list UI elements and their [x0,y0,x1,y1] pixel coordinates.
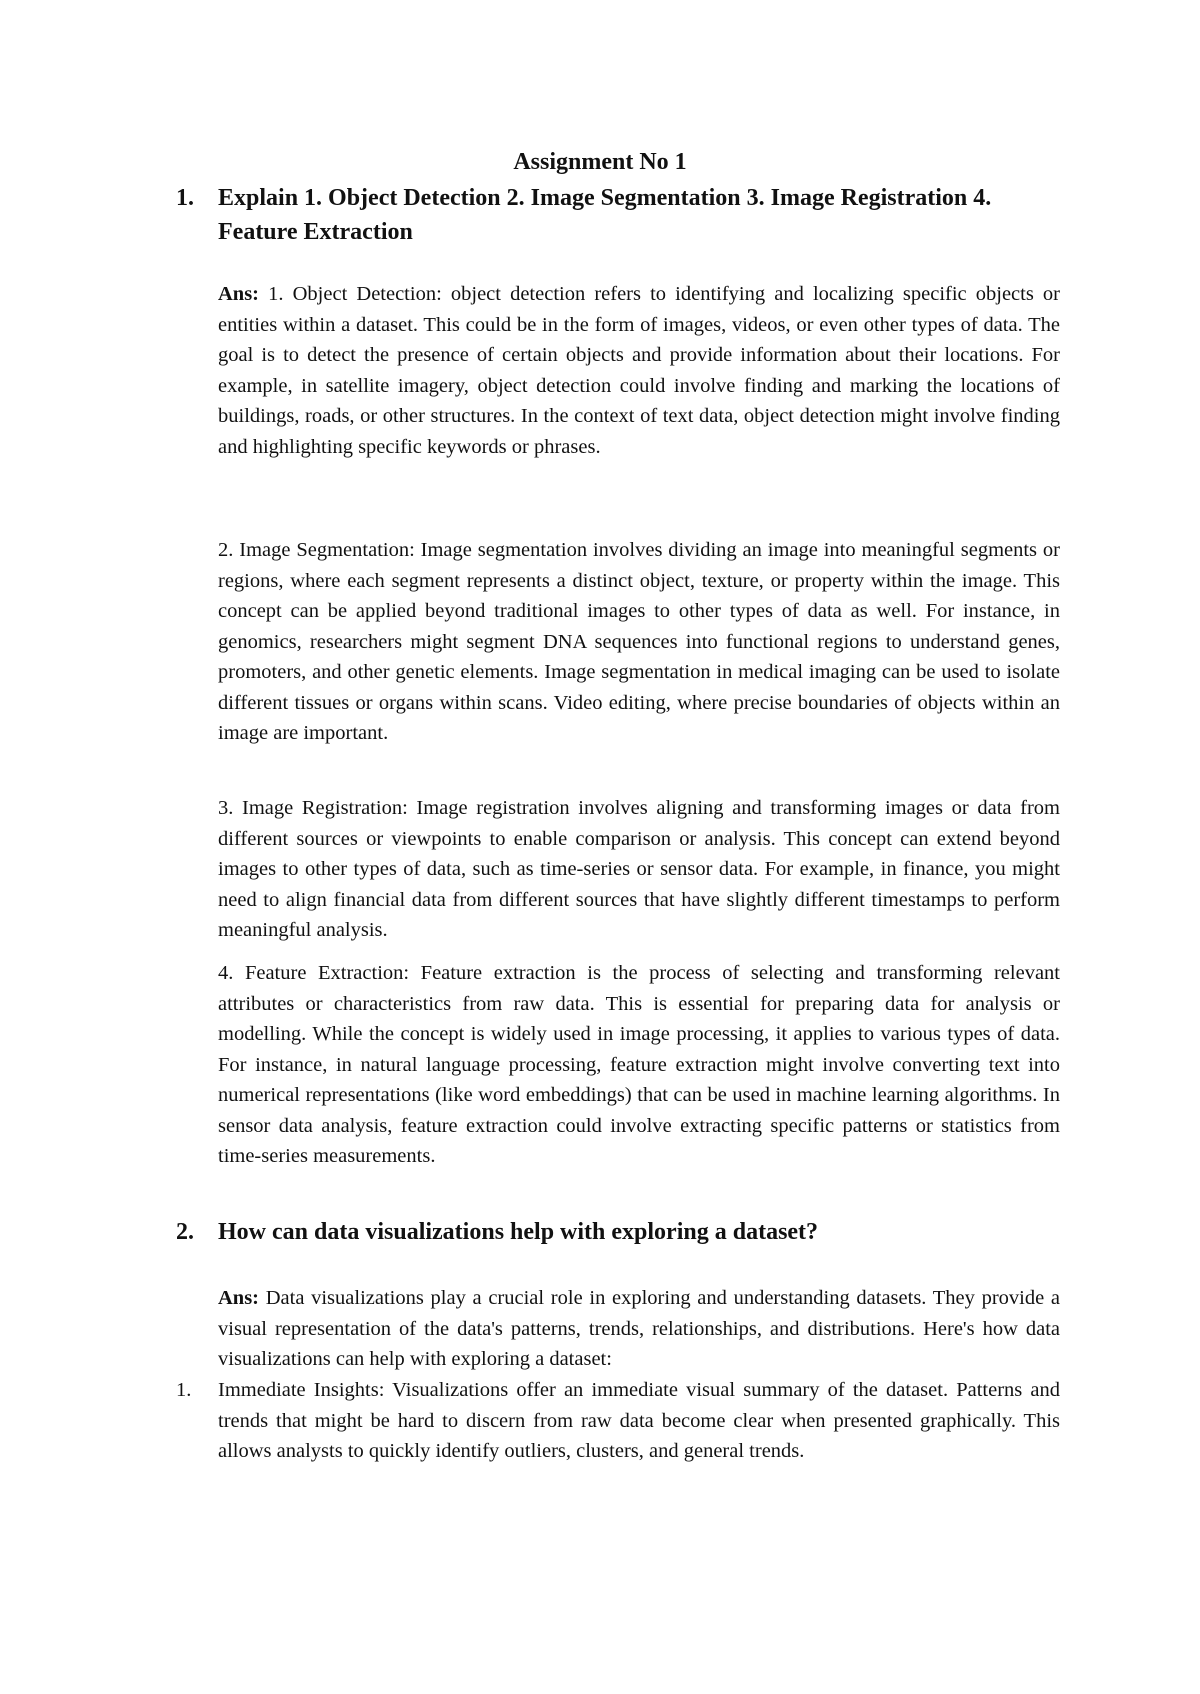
answer-1-paragraph-4: 4. Feature Extraction: Feature extraction is the process of selecting and transforming relevant attributes or characteristics from raw data. This is essential for preparing data for analysis or modelling. While the concept is widely used in image processing, it applies to various types of data. For instance, in natural language processing, feature extraction might involve converting text into numerical representations (like word embeddings) that can be used in machine learning algorithms. In sensor data analysis, feature extraction could involve extracting specific patterns or statistics from time-series measurements. [218,962,1060,1167]
answer-label: Ans: [218,1287,260,1309]
question-2-number: 2. [176,1219,194,1245]
answer-1-paragraph-2: 2. Image Segmentation: Image segmentation involves dividing an image into meaningful segments or regions, where each segment represents a distinct object, texture, or property within the image. This concept can be applied beyond traditional images to other types of data as well. For instance, in genomics, researchers might segment DNA sequences into functional regions to understand genes, promoters, and other genetic elements. Image segmentation in medical imaging can be used to isolate different tissues or organs within scans. Video editing, where precise boundaries of objects within an image are important. [218,539,1060,744]
answer-2-intro-text: Data visualizations play a crucial role in exploring and understanding datasets. They provide a visual representation of the data's patterns, trends, relationships, and distributions. Here's how data visualizations can help with exploring a dataset: [218,1287,1061,1370]
page-title: Assignment No 1 [513,149,687,175]
answer-1-paragraph-3: 3. Image Registration: Image registration involves aligning and transforming images or data from different sources or viewpoints to enable comparison or analysis. This concept can extend beyond images to other types of data, such as time-series or sensor data. For example, in finance, you might need to align financial data from different sources that have slightly different timestamps to perform meaningful analysis. [218,797,1060,941]
list-item-1-number: 1. [176,1379,192,1401]
answer-1-paragraph-1-text: 1. Object Detection: object detection refers to identifying and localizing specific objects or entities within a dataset. This could be in the form of images, videos, or even other types of data. The goal is to detect the presence of certain objects and provide information about their locations. For example, in satellite imagery, object detection could involve finding and marking the locations of buildings, roads, or other structures. In the context of text data, object detection might involve finding and highlighting specific keywords or phrases. [218,283,1061,458]
list-item-1-text: Immediate Insights: Visualizations offer an immediate visual summary of the dataset. Patterns and trends that might be hard to discern from raw data become clear when presented graphically. This allows analysts to quickly identify outliers, clusters, and general trends. [218,1379,1060,1462]
question-2-heading: How can data visualizations help with exploring a dataset? [218,1219,819,1245]
answer-1-paragraph-1 [218,279,1060,462]
question-1-heading: Explain 1. Object Detection 2. Image Segmentation 3. Image Registration 4. Feature Extraction [218,185,992,245]
answer-label: Ans: [218,283,260,305]
question-1-number: 1. [176,185,194,211]
answer-2-intro [218,1283,1060,1375]
